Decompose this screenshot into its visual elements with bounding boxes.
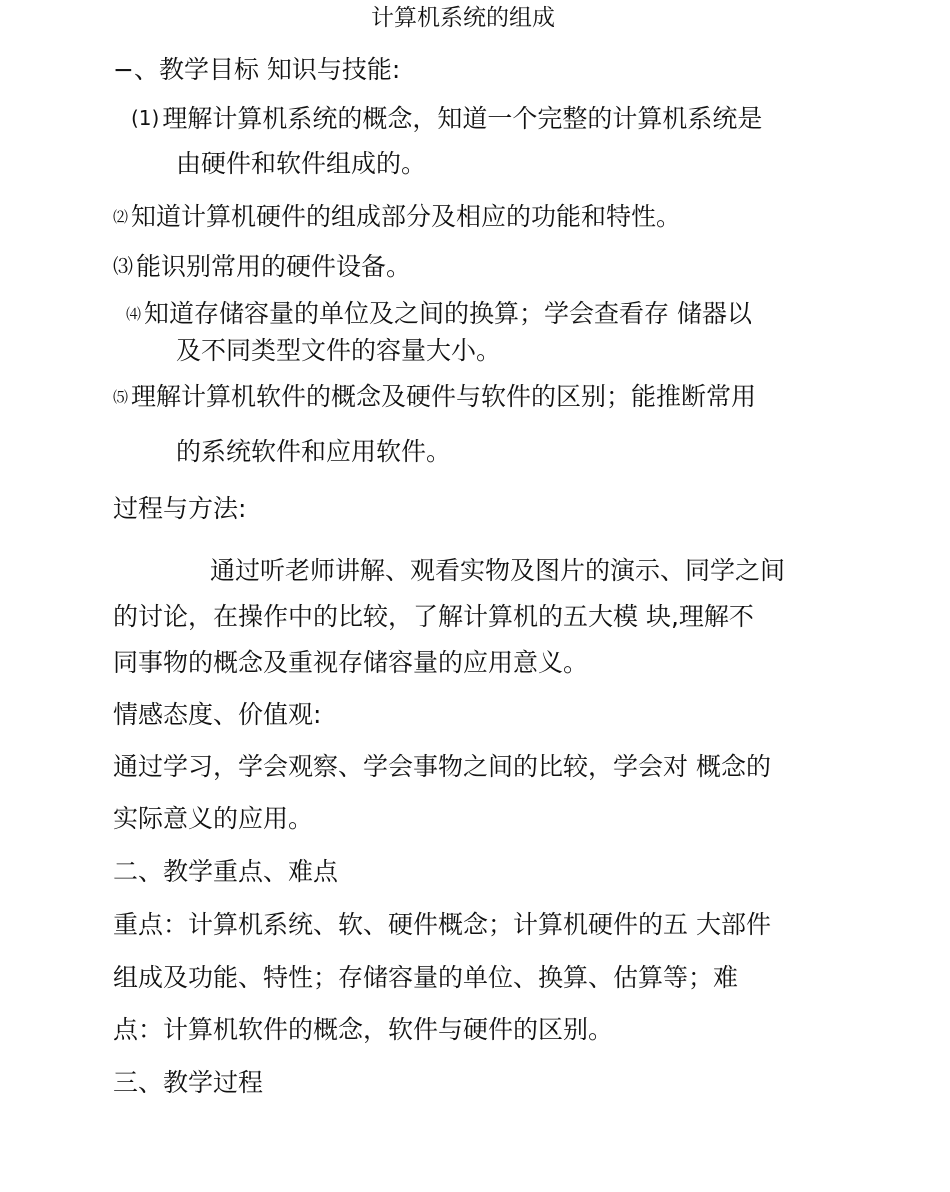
process-paragraph-line-1: 通过听老师讲解、观看实物及图片的演示、同学之间 — [210, 556, 786, 585]
objective-4-text-line-1: 知道存储容量的单位及之间的换算；学会查看存 储器以 — [144, 299, 752, 328]
objective-5-text-line-1: 理解计算机软件的概念及硬件与软件的区别；能推断常用 — [131, 382, 757, 411]
emotion-heading: 情感态度、价值观: — [113, 700, 322, 729]
objective-1-line-1 — [131, 102, 762, 135]
objective-5-line-1 — [113, 381, 756, 413]
process-heading: 过程与方法: — [113, 494, 247, 523]
objective-2-marker: ⑵ — [113, 208, 129, 226]
objective-3-marker: ⑶ — [113, 254, 133, 278]
section-3-heading: 三、教学过程 — [113, 1068, 264, 1097]
objective-4-line-2: 及不同类型文件的容量大小。 — [176, 336, 502, 365]
objective-4-line-1 — [126, 298, 752, 330]
objective-1-text-line-1: 理解计算机系统的概念，知道一个完整的计算机系统是 — [162, 104, 763, 133]
process-paragraph-line-3: 同事物的概念及重视存储容量的应用意义。 — [113, 648, 589, 677]
objective-2-text: 知道计算机硬件的组成部分及相应的功能和特性。 — [131, 202, 682, 231]
section-1-heading: −、教学目标 知识与技能: — [113, 55, 401, 84]
objective-3-text: 能识别常用的硬件设备。 — [136, 252, 412, 281]
objective-5-line-2: 的系统软件和应用软件。 — [176, 437, 452, 466]
objective-3-line-1 — [113, 250, 411, 283]
emotion-paragraph-line-1: 通过学习，学会观察、学会事物之间的比较，学会对 概念的 — [113, 752, 771, 781]
objective-1-marker: (1) — [131, 106, 160, 130]
objective-2-line-1 — [113, 201, 681, 233]
key-points-line-3: 点：计算机软件的概念，软件与硬件的区别。 — [113, 1015, 614, 1044]
document-title: 计算机系统的组成 — [371, 5, 555, 31]
objective-4-marker: ⑷ — [126, 305, 142, 323]
process-paragraph-line-2: 的讨论，在操作中的比较，了解计算机的五大模 块,理解不 — [113, 602, 754, 631]
emotion-paragraph-line-2: 实际意义的应用。 — [113, 804, 314, 833]
section-2-heading: 二、教学重点、难点 — [113, 857, 339, 886]
key-points-line-2: 组成及功能、特性；存储容量的单位、换算、估算等；难 — [113, 963, 739, 992]
key-points-line-1: 重点：计算机系统、软、硬件概念；计算机硬件的五 大部件 — [113, 910, 771, 939]
objective-5-marker: ⑸ — [113, 388, 129, 406]
objective-1-line-2: 由硬件和软件组成的。 — [176, 149, 427, 178]
